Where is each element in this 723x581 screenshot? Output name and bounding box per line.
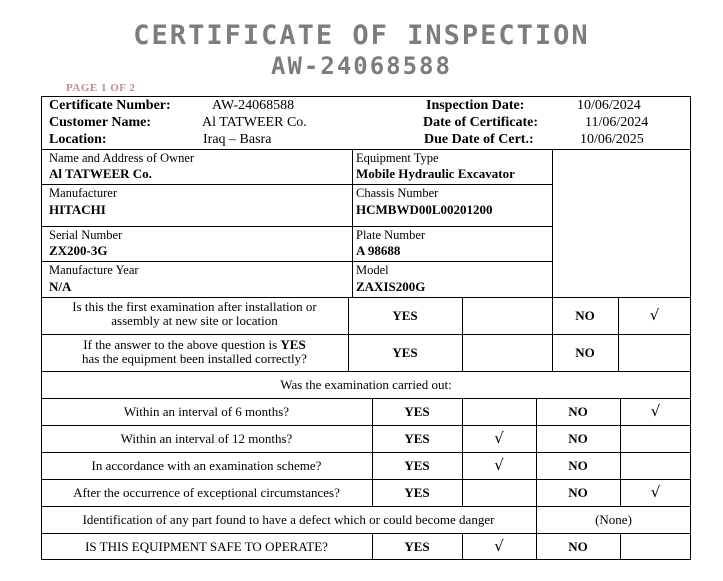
installed-no-label: NO xyxy=(575,345,595,360)
serial-number-label: Serial Number xyxy=(49,228,123,242)
rule xyxy=(41,334,691,335)
cert-number-value: AW-24068588 xyxy=(212,98,295,113)
certificate-date-value: 11/06/2024 xyxy=(585,115,649,130)
rule xyxy=(41,506,691,507)
exam-scheme-yes-label: YES xyxy=(404,458,430,473)
rule xyxy=(41,479,691,480)
serial-number-value: ZX200-3G xyxy=(49,243,108,258)
exceptional-yes-label: YES xyxy=(404,485,430,500)
safe-no-label: NO xyxy=(568,539,588,554)
certificate-title: CERTIFICATE OF INSPECTION xyxy=(133,20,590,51)
rule xyxy=(41,371,691,372)
exam-scheme-yes-check-icon: √ xyxy=(494,456,504,474)
manufacturer-value: HITACHI xyxy=(49,202,106,217)
installed-correctly-question: If the answer to the above question is YES has the equipment been installed correctly? xyxy=(82,337,307,366)
rule xyxy=(462,297,463,371)
location-label: Location: xyxy=(49,132,107,147)
owner-value: Al TATWEER Co. xyxy=(49,166,152,181)
model-label: Model xyxy=(356,263,389,277)
interval-6-no-label: NO xyxy=(568,404,588,419)
rule xyxy=(552,149,553,297)
inspection-date-value: 10/06/2024 xyxy=(577,98,641,113)
installed-yes-label: YES xyxy=(392,345,418,360)
certificate-subtitle: AW-24068588 xyxy=(271,52,452,80)
rule xyxy=(41,184,553,185)
rule xyxy=(41,533,691,534)
safe-yes-check-icon: √ xyxy=(494,537,504,555)
rule xyxy=(41,452,691,453)
rule xyxy=(41,226,553,227)
exceptional-no-label: NO xyxy=(568,485,588,500)
model-value: ZAXIS200G xyxy=(356,279,426,294)
manufacturer-label: Manufacturer xyxy=(49,186,118,200)
first-exam-yes-label: YES xyxy=(392,308,418,323)
due-date-label: Due Date of Cert.: xyxy=(424,132,534,147)
interval-12-no-label: NO xyxy=(568,431,588,446)
chassis-number-label: Chassis Number xyxy=(356,186,439,200)
certificate-date-label: Date of Certificate: xyxy=(423,115,539,130)
safe-yes-label: YES xyxy=(404,539,430,554)
rule xyxy=(41,149,691,150)
rule xyxy=(462,398,463,506)
rule xyxy=(41,398,691,399)
exceptional-question: After the occurrence of exceptional circumstances? xyxy=(73,485,340,500)
first-exam-no-check-icon: √ xyxy=(649,306,660,324)
rule xyxy=(352,149,353,297)
chassis-number-value: HCMBWD00L00201200 xyxy=(356,202,493,217)
page-label: PAGE 1 OF 2 xyxy=(66,82,136,94)
defect-question: Identification of any part found to have a defect which or could become danger xyxy=(82,512,495,527)
inspection-date-label: Inspection Date: xyxy=(426,98,525,113)
first-exam-question: Is this the first examination after installation or assembly at new site or location xyxy=(72,299,317,328)
exam-scheme-question: In accordance with an examination scheme? xyxy=(91,458,322,473)
interval-6-question: Within an interval of 6 months? xyxy=(123,404,290,419)
manufacture-year-label: Manufacture Year xyxy=(49,263,139,277)
plate-number-label: Plate Number xyxy=(356,228,426,242)
interval-6-no-check-icon: √ xyxy=(650,402,661,420)
interval-12-yes-check-icon: √ xyxy=(494,429,504,447)
equipment-type-value: Mobile Hydraulic Excavator xyxy=(356,166,515,181)
customer-value: Al TATWEER Co. xyxy=(202,115,307,130)
plate-number-value: A 98688 xyxy=(356,243,401,258)
defect-answer: (None) xyxy=(595,512,632,527)
interval-6-yes-label: YES xyxy=(404,404,430,419)
rule xyxy=(620,533,621,560)
location-value: Iraq – Basra xyxy=(203,132,272,147)
exceptional-no-check-icon: √ xyxy=(650,483,661,501)
due-date-value: 10/06/2025 xyxy=(580,132,644,147)
rule xyxy=(41,261,553,262)
exam-scheme-no-label: NO xyxy=(568,458,588,473)
safe-question: IS THIS EQUIPMENT SAFE TO OPERATE? xyxy=(85,539,328,554)
owner-label: Name and Address of Owner xyxy=(49,151,195,165)
interval-12-question: Within an interval of 12 months? xyxy=(120,431,293,446)
manufacture-year-value: N/A xyxy=(49,279,72,294)
rule xyxy=(41,425,691,426)
interval-12-yes-label: YES xyxy=(404,431,430,446)
customer-label: Customer Name: xyxy=(49,115,151,130)
first-exam-no-label: NO xyxy=(575,308,595,323)
rule xyxy=(41,297,691,298)
exam-carried-out-heading: Was the examination carried out: xyxy=(280,377,452,392)
equipment-type-label: Equipment Type xyxy=(356,151,439,165)
cert-number-label: Certificate Number: xyxy=(49,98,171,113)
